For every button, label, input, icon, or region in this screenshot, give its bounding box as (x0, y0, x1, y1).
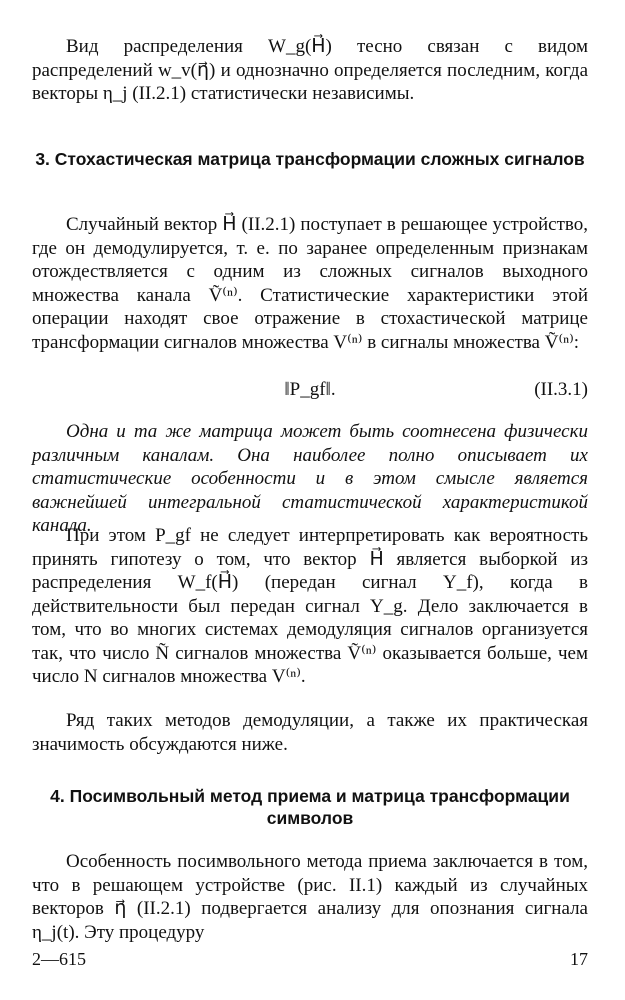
paragraph-5: Ряд таких методов демодуляции, а также их практическая значимость обсуждаются ниже. (32, 710, 588, 755)
paragraph-6: Особенность посимвольного метода приема заключается в том, что в решающем устройстве (рис. II.1) каждый из случайных векторов η⃗ (II.2.1) подвергается анализу для опознания сигнала η_j(t). Эту процедуру (32, 851, 588, 943)
paragraph-1: Вид распределения W_g(H⃗) тесно связан с видом распределений w_v(η⃗) и однозначно определяется последним, когда векторы η_j (II.2.1) статистически независимы. (32, 36, 588, 104)
page-number: 17 (570, 949, 588, 969)
paragraph-4: При этом P_gf не следует интерпретировать как вероятность принять гипотезу о том, что вектор H⃗ является выборкой из распределения W_f(H⃗) (передан сигнал Y_f), когда в действительности был передан сигнал Y_g. Дело заключается в том, что во многих системах демодуляция сигналов организуется так, что число Ñ сигналов множества Ṽ⁽ⁿ⁾ оказывается больше, чем число N сигналов множества V⁽ⁿ⁾. (32, 525, 588, 687)
signature-mark: 2—615 (32, 949, 86, 969)
equation-number: (II.3.1) (534, 379, 588, 400)
equation-body: ‖P_gf‖. (284, 379, 336, 400)
paragraph-2: Случайный вектор H⃗ (II.2.1) поступает в решающее устройство, где он демодулируется, т. е. по заранее определенным признакам отождествляется с одним из сложных сигналов выходного множества канала Ṽ⁽ⁿ⁾. Статистические характеристики этой операции находят свое отражение в стохастической матрице трансформации сигналов множества V⁽ⁿ⁾ в сигналы множества Ṽ⁽ⁿ⁾: (32, 214, 588, 353)
section-3-heading: 3. Стохастическая матрица трансформации сложных сигналов (35, 149, 585, 169)
paragraph-3: Одна и та же матрица может быть соотнесена физически различным каналам. Она наиболее полно описывает их статистические особенности и в этом смысле является важнейшей интегральной статистической характеристикой канала. (32, 421, 588, 536)
section-4-heading: 4. Посимвольный метод приема и матрица трансформации символов (50, 786, 570, 828)
